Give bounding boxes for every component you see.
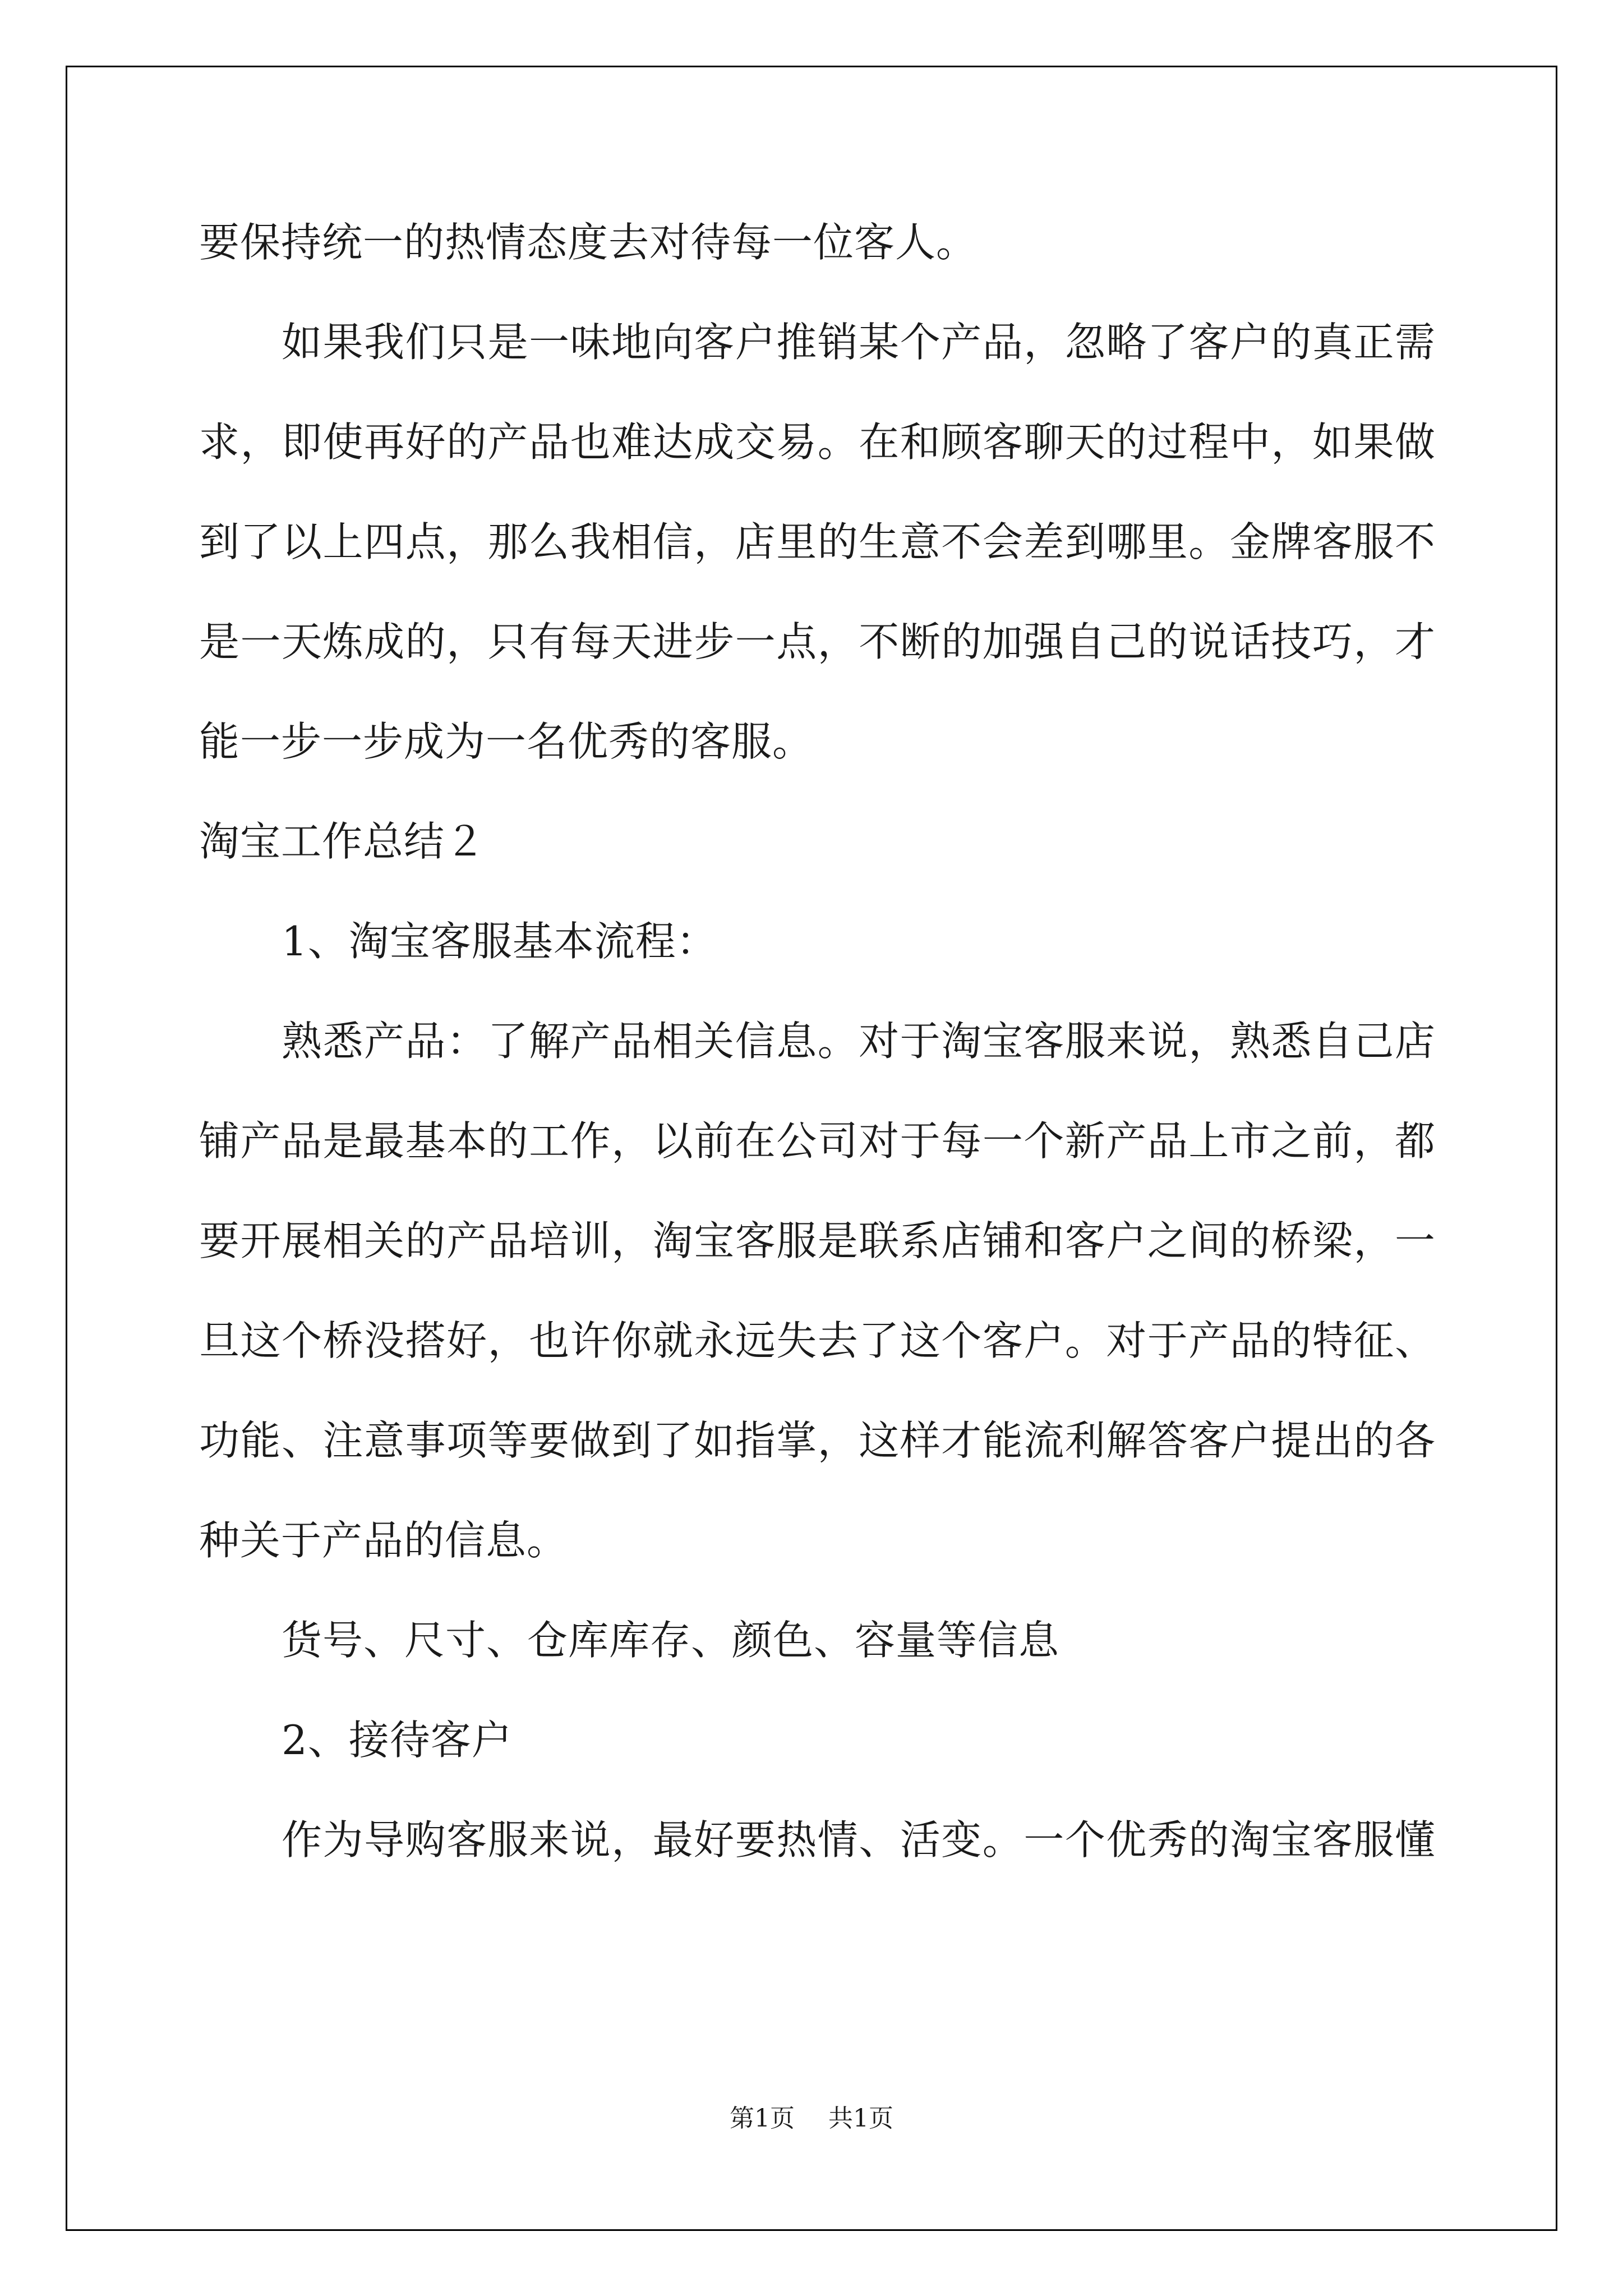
text-line: 要开展相关的产品培训，淘宝客服是联系店铺和客户之间的桥梁，一 [199, 1217, 1436, 1264]
text-line: 功能、注意事项等要做到了如指掌，这样才能流利解答客户提出的各 [199, 1417, 1436, 1464]
text-line: 作为导购客服来说，最好要热情、活变。一个优秀的淘宝客服懂 [282, 1816, 1436, 1864]
text-line: 铺产品是最基本的工作，以前在公司对于每一个新产品上市之前，都 [199, 1117, 1436, 1165]
text-line: 到了以上四点，那么我相信，店里的生意不会差到哪里。金牌客服不 [199, 518, 1436, 565]
text-line: 熟悉产品：了解产品相关信息。对于淘宝客服来说，熟悉自己店 [282, 1018, 1436, 1065]
text-line: 1、淘宝客服基本流程： [282, 918, 717, 965]
text-line: 能一步一步成为一名优秀的客服。 [199, 718, 814, 765]
page-footer [0, 2098, 1623, 2134]
text-line: 2、接待客户 [282, 1717, 513, 1764]
text-line: 是一天炼成的，只有每天进步一点，不断的加强自己的说话技巧，才 [199, 618, 1436, 665]
page-total: 共1页 [828, 2104, 893, 2133]
text-line: 货号、尺寸、仓库库存、颜色、容量等信息 [282, 1617, 1060, 1664]
page-number: 第1页 [730, 2104, 795, 2133]
section-heading: 淘宝工作总结２ [199, 818, 486, 865]
text-line: 种关于产品的信息。 [199, 1517, 568, 1564]
text-line: 要保持统一的热情态度去对待每一位客人。 [199, 219, 978, 266]
text-line: 求，即使再好的产品也难达成交易。在和顾客聊天的过程中，如果做 [199, 418, 1436, 466]
text-line: 如果我们只是一味地向客户推销某个产品，忽略了客户的真正需 [282, 319, 1436, 366]
text-line: 旦这个桥没搭好，也许你就永远失去了这个客户。对于产品的特征、 [199, 1317, 1436, 1364]
